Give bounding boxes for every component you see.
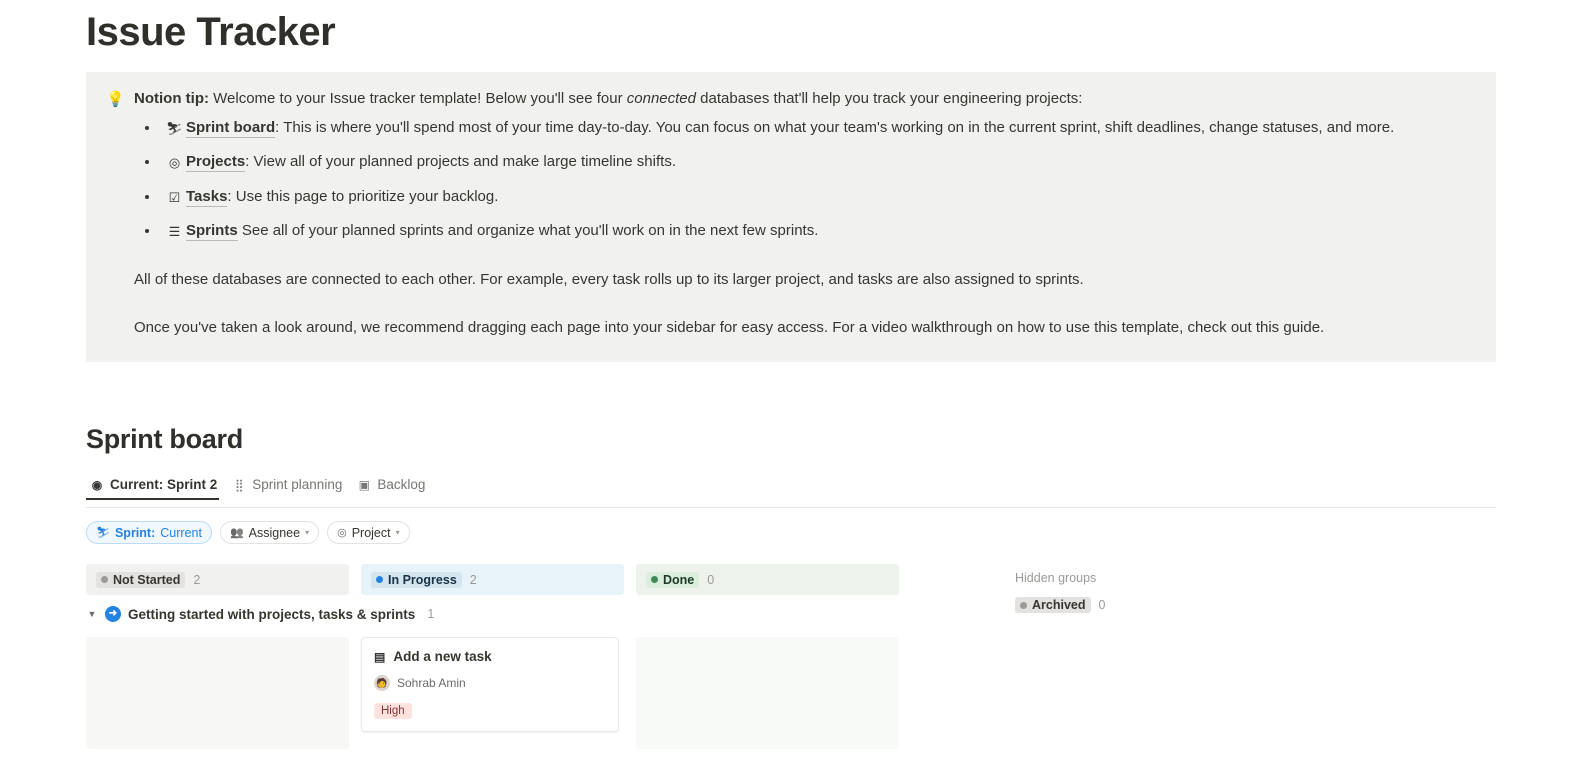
filter-project[interactable]	[327, 521, 410, 544]
callout-paragraph-2: Once you've taken a look around, we recommend dragging each page into your sidebar for easy access. For a video walkthrough on how to use this template, check out this guide.	[134, 319, 1325, 336]
sprints-link[interactable]: Sprints	[186, 222, 238, 239]
tab-backlog[interactable]	[353, 477, 434, 499]
tasks-link[interactable]: Tasks	[186, 187, 228, 205]
status-dot-icon	[1020, 602, 1027, 609]
priority-badge: High	[374, 703, 412, 719]
hidden-group-archived[interactable]	[1003, 585, 1303, 613]
column-header-done[interactable]	[636, 564, 899, 595]
lane-done[interactable]	[636, 637, 899, 749]
hidden-group-label: Archived	[1032, 598, 1086, 612]
play-circle-icon: ◉	[91, 477, 103, 492]
task-card-title: Add a new task	[393, 649, 492, 664]
project-arrow-icon: ➜	[105, 606, 121, 622]
skier-icon: ⛷	[96, 527, 110, 539]
status-dot-icon	[651, 576, 658, 583]
tab-label: Current: Sprint 2	[110, 477, 218, 492]
group-name[interactable]: Getting started with projects, tasks & sprints	[128, 606, 416, 622]
callout-intro-text: Welcome to your Issue tracker template! Below you'll see four	[208, 90, 627, 107]
board-view-tabs	[86, 477, 1496, 508]
checkbox-icon: ☑	[168, 189, 181, 205]
status-dot-icon	[101, 576, 108, 583]
page-icon: ▤	[374, 649, 386, 664]
filter-key: Assignee	[248, 525, 301, 540]
tab-label: Sprint planning	[252, 477, 343, 492]
book-icon: ▣	[358, 477, 371, 492]
page-title: Issue Tracker	[86, 10, 336, 54]
callout-tip-label: Notion tip:	[134, 90, 209, 107]
callout-paragraph-1: All of these databases are connected to each other. For example, every task rolls up to its larger project, and tasks are also assigned to sprints.	[134, 270, 1084, 288]
column-count: 2	[469, 572, 477, 587]
column-header-in-progress[interactable]	[361, 564, 624, 595]
group-count: 1	[427, 607, 435, 621]
people-icon: 👥	[229, 527, 244, 539]
list-icon: ☰	[168, 224, 181, 239]
task-card[interactable]	[361, 637, 619, 732]
hidden-groups-label: Hidden groups	[1015, 571, 1097, 585]
list-item	[160, 186, 1476, 209]
status-dot-icon	[376, 576, 383, 583]
skier-icon: ⛷	[166, 120, 183, 136]
tab-current-sprint[interactable]	[86, 477, 226, 499]
filter-key: Sprint:	[114, 525, 156, 540]
board-filters	[86, 521, 410, 544]
grid-people-icon: ⣿	[234, 477, 244, 492]
board-group-row	[86, 606, 434, 622]
callout-intro	[134, 88, 1476, 111]
status-badge	[1015, 597, 1091, 613]
notion-tip-callout	[86, 72, 1496, 362]
chevron-down-icon: ▾	[305, 528, 310, 537]
chevron-down-icon: ▾	[395, 528, 400, 537]
lane-not-started[interactable]	[86, 637, 349, 749]
status-badge	[96, 572, 185, 588]
sprint-board	[86, 564, 1496, 764]
list-item	[160, 151, 1476, 174]
lane-in-progress[interactable]	[361, 637, 624, 749]
task-card-assignee	[374, 675, 606, 691]
assignee-name: Sohrab Amin	[397, 676, 466, 690]
column-count: 2	[193, 572, 201, 587]
list-item-text: Use this page to prioritize your backlog.	[231, 187, 499, 205]
list-item	[160, 220, 1476, 243]
column-label: Not Started	[113, 572, 181, 587]
tab-label: Backlog	[377, 477, 426, 492]
filter-key: Project	[351, 525, 391, 540]
lightbulb-icon: 💡	[106, 91, 125, 108]
filter-assignee[interactable]	[220, 521, 319, 544]
filter-sprint[interactable]	[86, 521, 212, 544]
list-item-sep: :	[245, 153, 250, 170]
column-header-not-started[interactable]	[86, 564, 349, 595]
column-label: In Progress	[388, 572, 457, 587]
list-item	[160, 117, 1476, 140]
list-item-sep: :	[275, 118, 280, 136]
target-icon: ◎	[337, 527, 347, 539]
avatar: 🧑	[374, 675, 390, 691]
list-item-text: This is where you'll spend most of your time day-to-day. You can focus on what your team's working on in the current sprint, shift deadlines, change statuses, and more.	[279, 118, 1395, 136]
callout-intro-italic: connected	[626, 90, 696, 107]
column-count: 0	[707, 572, 715, 587]
projects-link[interactable]: Projects	[186, 153, 246, 170]
list-item-text: View all of your planned projects and make large timeline shifts.	[249, 153, 676, 170]
list-item-sep: :	[227, 187, 232, 205]
task-card-title-row	[374, 649, 606, 664]
filter-value: Current	[160, 525, 202, 540]
hidden-group-count: 0	[1098, 598, 1106, 612]
target-icon: ◎	[168, 155, 181, 170]
sprint-board-heading: Sprint board	[86, 424, 243, 454]
list-item-text: See all of your planned sprints and organize what you'll work on in the next few sprints.	[237, 222, 819, 239]
hidden-groups	[1003, 564, 1303, 613]
board-lanes	[86, 637, 899, 749]
callout-link-list	[134, 117, 1476, 243]
callout-intro-end: databases that'll help you track your engineering projects:	[696, 90, 1083, 107]
sprint-board-link[interactable]: Sprint board	[186, 118, 276, 136]
tab-sprint-planning[interactable]	[228, 477, 351, 499]
status-badge	[646, 572, 699, 588]
status-badge	[371, 572, 462, 588]
column-label: Done	[663, 572, 695, 587]
chevron-down-icon[interactable]: ▼	[87, 609, 97, 619]
